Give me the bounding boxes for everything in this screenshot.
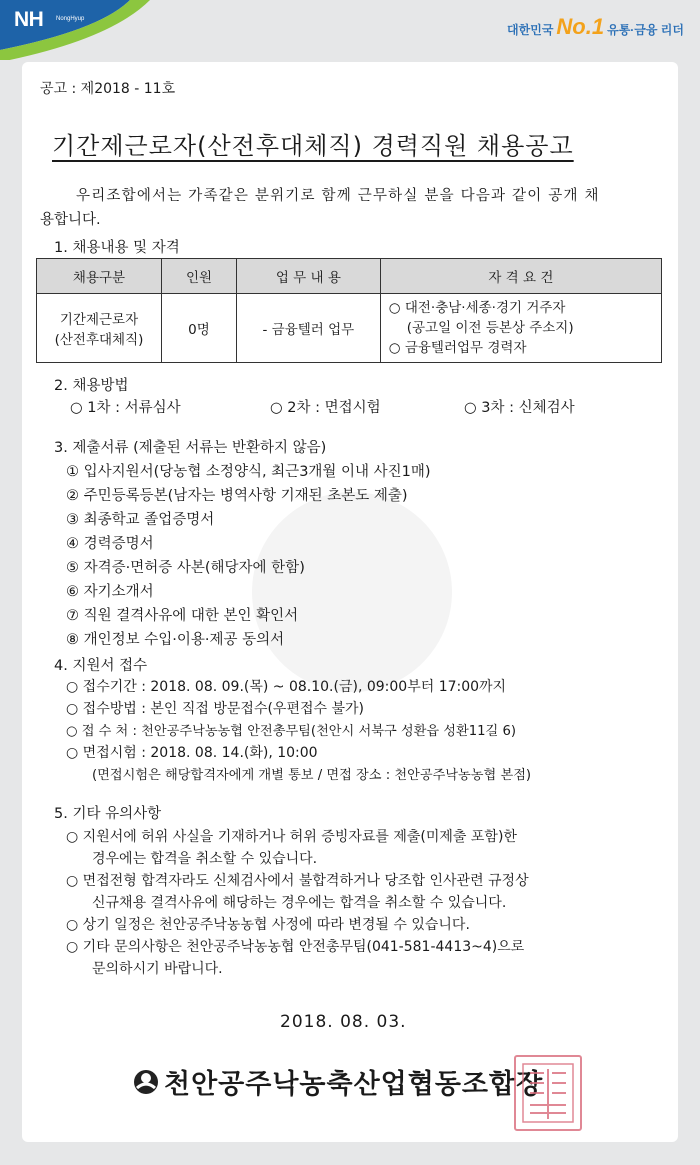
requirement-2: ○ 금융텔러업무 경력자: [388, 340, 527, 356]
application-period: ○ 접수기간 : 2018. 08. 09.(목) ~ 08.10.(금), 09:00부터 17:00까지: [66, 679, 507, 695]
nh-logo-subtitle: NongHyup: [56, 16, 85, 22]
header-category: 채용구분: [37, 259, 162, 294]
slogan-no1: No.1: [556, 14, 605, 39]
slogan-suffix: 유통·금융 리더: [607, 23, 684, 37]
requirement-1-note: (공고일 이전 등본상 주소지): [406, 320, 574, 336]
document-item-2: ② 주민등록등본(남자는 병역사항 기재된 초본도 제출): [66, 488, 408, 504]
step-1: ○ 1차 : 서류심사: [70, 400, 181, 416]
nh-logo: NH: [14, 8, 44, 31]
signature-block: [132, 1062, 543, 1101]
note-4-line-2: 문의하시기 바랍니다.: [92, 961, 223, 977]
application-method: ○ 접수방법 : 본인 직접 방문접수(우편접수 불가): [66, 701, 364, 717]
section-3-heading: 3. 제출서류 (제출된 서류는 반환하지 않음): [54, 440, 327, 456]
section-2-heading: 2. 채용방법: [54, 378, 129, 394]
watermark-emblem: [252, 492, 452, 692]
section-5-heading: 5. 기타 유의사항: [54, 806, 162, 822]
section-4-heading: 4. 지원서 접수: [54, 658, 148, 674]
issue-date: 2018. 08. 03.: [280, 1012, 407, 1032]
intro-line-1: 우리조합에서는 가족같은 분위기로 함께 근무하실 분을 다음과 같이 공개 채: [76, 188, 600, 204]
document-item-8: ⑧ 개인정보 수입·이용·제공 동의서: [66, 632, 285, 648]
slogan-prefix: 대한민국: [507, 23, 554, 37]
interview-note: (면접시험은 해당합격자에게 개별 통보 / 면접 장소 : 천안공주낙농농협 본점): [92, 768, 532, 783]
cell-duty: - 금융텔러 업무: [237, 294, 381, 363]
header-requirements: 자 격 요 건: [380, 259, 661, 294]
step-2: ○ 2차 : 면접시험: [270, 400, 381, 416]
note-3: ○ 상기 일정은 천안공주낙농농협 사정에 따라 변경될 수 있습니다.: [66, 917, 470, 933]
note-2-line-2: 신규채용 결격사유에 해당하는 경우에는 합격을 취소할 수 있습니다.: [92, 895, 507, 911]
table-row: [37, 294, 662, 363]
cooperative-emblem-icon: [132, 1068, 160, 1096]
note-4-line-1: ○ 기타 문의사항은 천안공주낙농농협 안전총무팀(041-581-4413~4)으로: [66, 939, 525, 955]
note-2-line-1: ○ 면접전형 합격자라도 신체검사에서 불합격하거나 당조합 인사관련 규정상: [66, 873, 529, 889]
category-line-2: (산전후대체직): [54, 332, 144, 348]
cell-requirements: [380, 294, 661, 363]
top-banner: [0, 0, 700, 60]
interview-date: ○ 면접시험 : 2018. 08. 14.(화), 10:00: [66, 745, 318, 761]
table-header-row: [37, 259, 662, 294]
document-item-7: ⑦ 직원 결격사유에 대한 본인 확인서: [66, 608, 299, 624]
notice-number: 공고 : 제2018 - 11호: [40, 81, 176, 97]
notice-document: [22, 62, 678, 1142]
note-1-line-2: 경우에는 합격을 취소할 수 있습니다.: [92, 851, 318, 867]
document-item-6: ⑥ 자기소개서: [66, 584, 154, 600]
seal-pattern-icon: [520, 1061, 576, 1125]
page-title: 기간제근로자(산전후대체직) 경력직원 채용공고: [52, 132, 574, 160]
step-3: ○ 3차 : 신체검사: [464, 400, 575, 416]
note-1-line-1: ○ 지원서에 허위 사실을 기재하거나 허위 증빙자료를 제출(미제출 포함)한: [66, 829, 517, 845]
section-1-heading: 1. 채용내용 및 자격: [54, 240, 180, 256]
document-item-3: ③ 최종학교 졸업증명서: [66, 512, 215, 528]
cell-count: 0명: [162, 294, 237, 363]
recruitment-table: [36, 258, 662, 363]
document-item-1: ① 입사지원서(당농협 소정양식, 최근3개월 이내 사진1매): [66, 464, 431, 480]
cell-category: [37, 294, 162, 363]
official-seal-stamp: [514, 1055, 582, 1131]
signature-name: 천안공주낙농축산업협동조합장: [164, 1069, 544, 1100]
slogan: [507, 14, 684, 40]
category-line-1: 기간제근로자: [59, 312, 139, 328]
header-duty: 업 무 내 용: [237, 259, 381, 294]
application-place: ○ 접 수 처 : 천안공주낙농농협 안전총무팀(천안시 서북구 성환읍 성환11길 6): [66, 724, 517, 739]
intro-line-2: 용합니다.: [40, 212, 101, 228]
document-item-5: ⑤ 자격증·면허증 사본(해당자에 한함): [66, 560, 305, 576]
document-item-4: ④ 경력증명서: [66, 536, 154, 552]
requirement-1: ○ 대전·충남·세종·경기 거주자: [388, 300, 566, 316]
header-count: 인원: [162, 259, 237, 294]
